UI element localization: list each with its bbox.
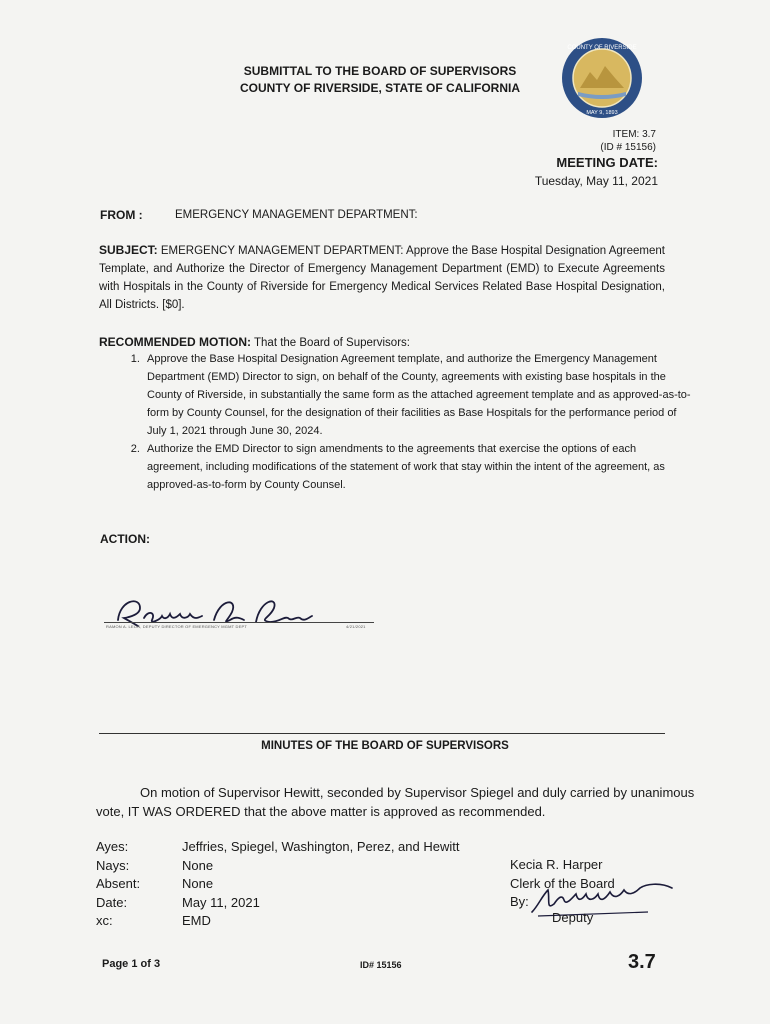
subject-label: SUBJECT: [99, 243, 158, 257]
meeting-date: Tuesday, May 11, 2021 [534, 174, 658, 188]
footer-item-number: 3.7 [628, 951, 656, 973]
recommended-motion-label: RECOMMENDED MOTION: [99, 335, 251, 349]
from-label: FROM : [100, 208, 143, 222]
page-number: Page 1 of 3 [102, 958, 161, 970]
header-line-2: COUNTY OF RIVERSIDE, STATE OF CALIFORNIA [239, 81, 520, 95]
svg-text:MAY 9, 1893: MAY 9, 1893 [586, 110, 618, 116]
deputy-label: Deputy [552, 910, 594, 925]
item-number: ITEM: 3.7 [612, 129, 656, 140]
vote-grid [96, 838, 536, 931]
vote-label: Ayes: [96, 839, 129, 854]
vote-label: xc: [96, 913, 113, 928]
county-seal-icon [560, 36, 644, 120]
meeting-date-label: MEETING DATE: [556, 155, 658, 170]
vote-label: Nays: [96, 857, 130, 873]
recommended-motion-intro: That the Board of Supervisors: [254, 337, 410, 349]
clerk-title: Clerk of the Board [510, 875, 615, 891]
motion-item-2: 2. Authorize the EMD Director to sign amendments to the agreements that exercise the options of each agreement, including modifications of the statement of work that stay within the intent of the agreement, as approved-as-to-form by County Counsel. [143, 440, 691, 494]
motion-item-1: 1. Approve the Base Hospital Designation Agreement template, and authorize the Emergency Management Department (EMD) Director to sign, on behalf of the County, agreements with existing base hospitals in the County of Riverside, in substantially the same form as the attached agreement template and as approved-as-to-form by County Counsel, for the designation of their facilities as Base Hospitals for the performance period of July 1, 2021 through June 30, 2024. [143, 350, 691, 440]
minutes-divider [99, 733, 665, 734]
vote-row-ayes [96, 838, 536, 857]
vote-row-date [96, 894, 536, 913]
minutes-title: MINUTES OF THE BOARD OF SUPERVISORS [261, 740, 509, 752]
header-line-1: SUBMITTAL TO THE BOARD OF SUPERVISORS [243, 64, 517, 78]
vote-label: Absent: [96, 876, 141, 891]
vote-value: Jeffries, Spiegel, Washington, Perez, and Hewitt [182, 839, 460, 854]
vote-value: None [182, 857, 214, 873]
item-id: (ID # 15156) [600, 142, 656, 153]
signature-line [104, 622, 374, 623]
vote-value: None [182, 876, 214, 891]
clerk-by: By: [510, 894, 529, 909]
document-header [200, 63, 560, 97]
handwritten-signature-deputy-clerk [528, 876, 678, 922]
svg-text:COUNTY OF RIVERSIDE: COUNTY OF RIVERSIDE [567, 45, 637, 51]
vote-row-absent [96, 875, 536, 894]
signature-date: 4/21/2021 [346, 624, 366, 629]
from-value: EMERGENCY MANAGEMENT DEPARTMENT: [175, 209, 418, 221]
vote-row-nays [96, 857, 536, 876]
subject-block [99, 241, 665, 314]
vote-row-xc [96, 912, 536, 931]
minutes-body: On motion of Supervisor Hewitt, seconded by Supervisor Spiegel and duly carried by unanimous vote, IT WAS ORDERED that the above matter is approved as recommended. [96, 785, 695, 819]
action-label: ACTION: [100, 532, 150, 546]
footer-id: ID# 15156 [360, 960, 402, 970]
signature-caption: RAMON A. LEON, DEPUTY DIRECTOR OF EMERGENCY MGMT DEPT [106, 624, 247, 629]
subject-text: EMERGENCY MANAGEMENT DEPARTMENT: Approve the Base Hospital Designation Agreement Template, and Authorize the Director of Emergency Management Department (EMD) to Execute Agreements with Hospitals in the County of Riverside for Emergency Medical Services Related Base Hospital Designation, All Districts. [$0]. [99, 245, 665, 311]
clerk-name: Kecia R. Harper [510, 857, 603, 872]
vote-label: Date: [96, 894, 128, 910]
motion-list [99, 350, 691, 494]
vote-value: EMD [182, 913, 211, 928]
vote-value: May 11, 2021 [182, 894, 260, 910]
